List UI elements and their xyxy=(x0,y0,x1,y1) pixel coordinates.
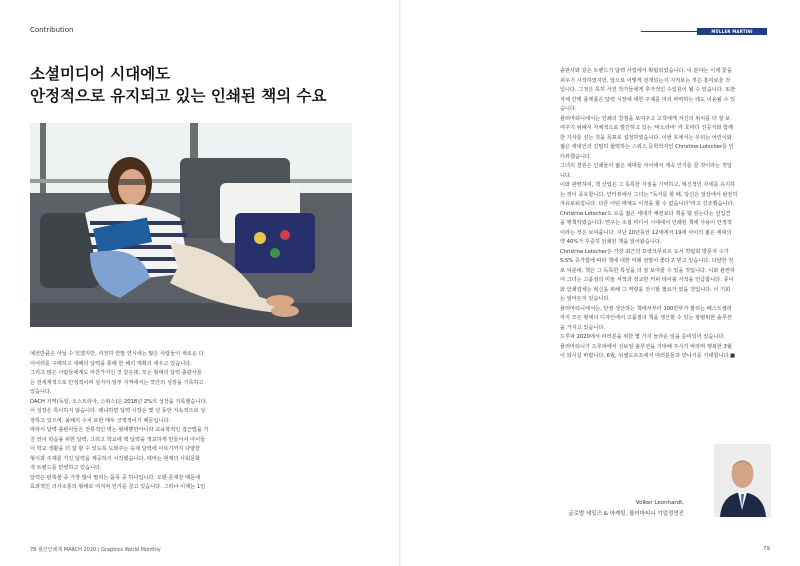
text-line: 5.5% 증가함에 따라 책에 대한 미래 전망이 좋다고 믿고 있습니다. 다양한 것 xyxy=(560,258,734,264)
text-line: Christine Lotscher도 요즘 젊은 세대가 예전보다 책을 덜 읽는다는 선입견 xyxy=(560,210,731,217)
text-line: 터뷰했습니다. xyxy=(560,153,592,160)
text-line: 여 그녀는 고품질의 미술 서적과 정교한 커피 테이블 서적을 언급합니다. 종이 xyxy=(560,277,734,283)
author-credit xyxy=(568,498,684,520)
text-line: 따라서 달력 출판사들은 전통적인 벽는 형태뿐만아니라 교육학적인 접근법을 가 xyxy=(30,427,209,433)
text-line: DACH 지역(독일, 오스트리아, 스위스)은 2018년 2%의 성장을 기록했습니다. xyxy=(30,398,208,405)
text-line: 있습니다. xyxy=(30,389,52,395)
brand-logo: MÜLLER MARTINI xyxy=(697,28,767,35)
text-line: 니다. xyxy=(560,172,572,179)
text-line: 피우기 시작하였지만, 앞으로 어떻게 전개되는지 지켜보는 것은 흥미로울 것 xyxy=(560,77,731,84)
text-line: 약 40%가 꾸준히 인쇄된 책을 읽어왔습니다. xyxy=(560,239,662,245)
text-line: 이 성장은 특이하지 않습니다. 왜냐하면 달력 시장은 몇 년 동안 지속적으로 성 xyxy=(30,408,206,414)
text-line: 은 전세계적으로 안정적이며 심지어 일부 지역에서는 약간의 성장을 기록하고 xyxy=(30,379,204,386)
headline-line-2: 안정적으로 유지되고 있는 인쇄된 책의 수요 xyxy=(30,87,327,105)
text-line: 는 것이 중요합니다. 인터뷰에서 그녀는 "독서를 할 때, 당신은 일상에서 완전히 xyxy=(560,191,738,198)
text-line: 진 언어 학습용 위한 달력, 그리고 학교에 맥 달력을 정교하게 만들어서 아이들 xyxy=(30,436,206,443)
text-line: 한 기사를 싣는 것을 목표로 설정하였습니다. 이번 호에서는 우리는 어린이와 xyxy=(560,134,732,141)
page-gutter xyxy=(399,0,401,566)
photo-illustration xyxy=(30,123,352,327)
text-line: 형식과 주제를 가진 달력을 제공하기 시작했습니다. 테마는 현재의 사회문화 xyxy=(30,455,201,462)
text-line: 드루파 2020에서 여러분을 위한 몇 가지 놀라운 일을 준비되어 있습니다. xyxy=(560,334,725,340)
text-line: 와 인쇄업체는 혁신을 위해 그 역량을 전시할 필요가 있을 것입니다. 이 기회 xyxy=(560,286,731,293)
text-line: 는 엄마든지 있습니다. xyxy=(560,296,611,302)
text-line: 뮬러마티니에서는 인쇄의 강점을 보여주고 고객에게 자신의 위치를 더 잘 보 xyxy=(560,115,731,122)
logo-rule xyxy=(641,31,697,32)
text-line: 뮬러마티니가 드루파에서 선보일 솔루션을 기대해 주시기 바라며 행복한 3월 xyxy=(560,343,732,350)
text-line: 출판사와 같은 트렌드가 달력 사업에서 확립되었습니다. 이 분야는 이제 꽃을 xyxy=(560,68,732,74)
author-title: 글로벌 세일즈 & 마케팅, 뮬러마티니 기업경영진 xyxy=(568,511,684,517)
headline-line-1: 소셜미디어 시대에도 xyxy=(30,65,171,83)
author-name: Volker Leonhardt, xyxy=(635,500,684,506)
text-line: 여주기 위해서 자체적으로 발간하고 있는 '바노라마' 각 호마다 진공가와 함께 xyxy=(560,125,734,131)
text-line: 자유로워집니다. 다른 어떤 매체도 이것을 할 수 없습니다"라고 강조했습니다. xyxy=(560,201,735,207)
text-line: 예전만큼은 아닐 수 있겠지만, 여전히 연말 연시에는 많은 사람들이 새로운 다 xyxy=(30,351,204,357)
text-line: 이어리를 구매하고 새해의 달력을 통해 한 해의 계획의 세우고 있습니다. xyxy=(30,360,192,367)
author-portrait xyxy=(714,444,771,517)
text-line: 뮬러마티니에서는, 단권 생산하는 책에서부터 100만부가 팔리는 베스트셀러 xyxy=(560,305,732,312)
text-line: 달력은 판촉물 중 가장 많이 팔리는 품목 중 하나입니다. 오랜 존재감 때문에 xyxy=(30,474,201,481)
text-line: 장하고 있으며, 올해의 수치 또한 매우 긍정적이기 때문입니다. xyxy=(30,417,171,424)
text-line: 을 가지고 있습니다. xyxy=(560,324,606,331)
text-line: 습니다. xyxy=(560,106,577,112)
text-line: 이라는 것은 보여줍니다. 지난 20년동안 12세에서 19세 사이의 젊은 세대의 xyxy=(560,229,732,236)
text-line: 효과적인 의사소통의 형태로 여겨져 인기를 끌고 있습니다. 그러나 이제는 1인 xyxy=(30,484,206,490)
text-line: 이와 관련하여, 책 산업은 그 독특한 자질을 기억하고, 혁신적인 자세를 유지하 xyxy=(560,182,736,188)
portrait-illustration xyxy=(714,444,771,517)
text-line: 입니다. 그것은 특히 사진 작가들에게 추가적인 수입원이 될 수 있습니다. 또한 xyxy=(560,87,736,93)
text-line: 자체 간행 플랫폼은 달력 시장에 대한 주제를 미리 파악하는 데도 이용될 수 있 xyxy=(560,96,736,103)
footer-left-folio: 78 월간인쇄계 MARCH 2020 | Graphics World Monthly xyxy=(30,547,161,553)
text-line: 그녀의 결론은 인쇄물이 젊은 세대들 사이에서 계속 인기를 끌 것이라는 것입 xyxy=(560,163,732,169)
section-label: Contribution xyxy=(30,26,74,34)
footer-right-folio: 79 xyxy=(763,546,770,552)
text-line: Christine Lotscher은 가장 최근의 프랑크푸르트 도서 박람회 방문자 수가 xyxy=(560,248,729,255)
text-line: 그리고 많은 사람들에게도 마찬가지인 것 같은데, 모든 형태의 달력 출판사들 xyxy=(30,370,202,376)
text-line: 로 덕분에, 책은 그 독특한 특성을 더 잘 보여줄 수 있을 것입니다. 이와 관련하 xyxy=(560,267,736,274)
text-line: 이 학교 생활을 더 잘 할 수 있도록 도와주는 숙제 달력에 이르기까지 다양한 xyxy=(30,446,201,452)
text-line: 을 행책하였습니다. 연구는 소셜 미디어 시대에서 인쇄된 책에 사용이 안정적 xyxy=(560,220,732,226)
right-article-column xyxy=(560,67,770,362)
text-line: 적 트렌드를 반영하고 있습니다. xyxy=(30,465,102,471)
text-line: 이 되시길 바랍니다. 6월, 뒤셀도르프에서 여러분들과 만나기를 기대합니다.■ xyxy=(560,353,736,359)
left-article-column xyxy=(30,350,275,493)
woman-reading-photo xyxy=(30,123,352,327)
text-line: 까지 모든 형태의 디자인에서 고품질의 책을 생산할 수 있는 광범위한 솔루션 xyxy=(560,315,732,321)
article-headline xyxy=(30,63,375,107)
text-line: 젊은 세대인의 긴밀히 협력하는 스위스 문학학자인 Christine Lotscher를 인 xyxy=(560,144,734,150)
